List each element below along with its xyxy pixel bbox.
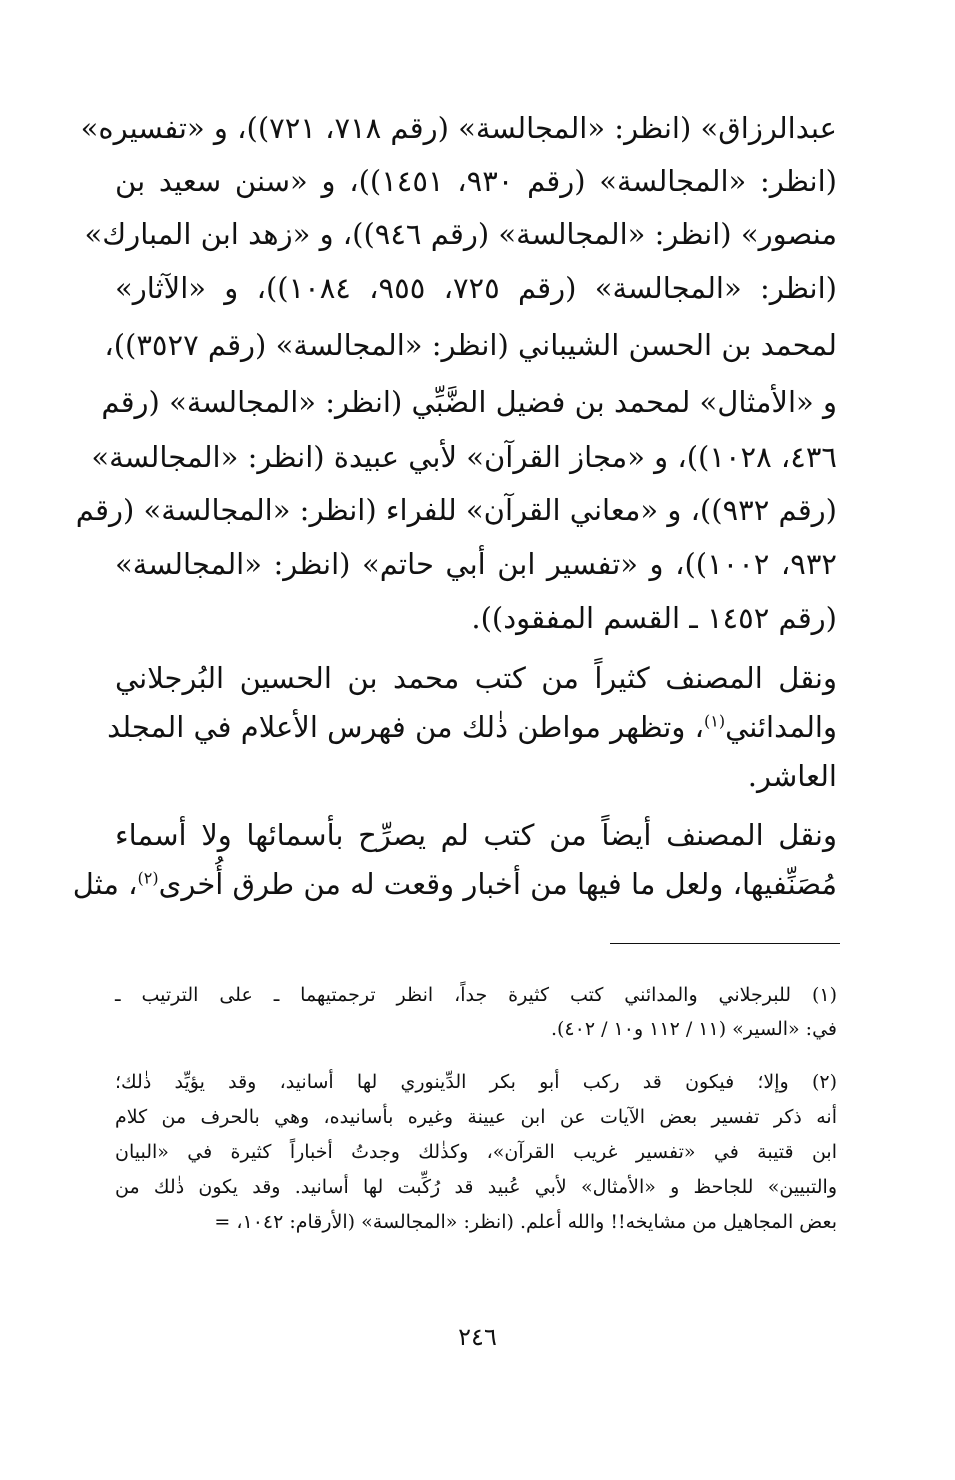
body-line: (انظر: «المجالسة» (رقم ٩٣٠، ١٤٥١))، و «سنن سعيد بن [115,164,837,198]
body-line: (انظر: «المجالسة» (رقم ٧٢٥، ٩٥٥، ١٠٨٤))، و «الآثار» [115,271,837,305]
footnote-line: (٢) وإلا؛ فيكون قد ركب أبو بكر الدِّينوري لها أسانيد، وقد يؤيِّد ذٰلك؛ [115,1071,837,1093]
body-line: العاشر. [747,759,837,793]
footnote-ref-1: (١) [703,711,726,731]
footnote-line: ابن قتيبة في «تفسير غريب القرآن»، وكذٰلك وجدتُ أخباراً كثيرة في «البيان [115,1141,837,1163]
body-line: عبدالرزاق» (انظر: «المجالسة» (رقم ٧١٨، ٧٢١))، و «تفسيره» [80,111,837,145]
body-text: مُصَنِّفيها، ولعل ما فيها من أخبار وقعت له من طرق أُخرى [158,867,837,901]
footnote-separator [610,943,840,944]
footnote-line: والتبيين» للجاحظ و «الأمثال» لأبي عُبيد قد رُكِّبت لها أسانيد. وقد يكون ذٰلك من [115,1176,837,1198]
body-line: لمحمد بن الحسن الشيباني (انظر: «المجالسة» (رقم ٣٥٢٧))، [104,328,837,362]
footnote-ref-2: (٢) [137,868,159,888]
footnote-line: (١) للبرجلاني والمدائني كتب كثيرة جداً، انظر ترجمتيهما ـ على الترتيب ـ [115,984,837,1006]
body-line: (رقم ١٤٥٢ ـ القسم المفقود)). [471,601,837,635]
body-line: منصور» (انظر: «المجالسة» (رقم ٩٤٦))، و «زهد ابن المبارك» [84,217,837,251]
body-line: و «الأمثال» لمحمد بن فضيل الضَّبِّي (انظر: «المجالسة» (رقم [101,385,837,419]
body-text: ، وتظهر مواطن ذٰلك من فهرس الأعلام في المجلد [107,710,704,744]
footnote-line: في: «السير» (١١ / ١١٢ و١٠ / ٤٠٢). [550,1018,837,1040]
page-number: ٢٤٦ [458,1323,497,1351]
body-line [72,864,837,904]
body-line: (رقم ٩٣٢))، و «معاني القرآن» للفراء (انظر: «المجالسة» (رقم [75,493,837,527]
body-text: ، مثل [72,867,138,901]
body-line [107,707,837,747]
footnote-line: بعض المجاهيل من مشايخه!! والله أعلم. (انظر: «المجالسة» (الأرقام: ١٠٤٢، = [214,1211,837,1233]
body-text: والمدائني [725,710,837,744]
body-line: ونقل المصنف أيضاً من كتب لم يصرِّح بأسمائها ولا أسماء [115,818,837,852]
body-line: ونقل المصنف كثيراً من كتب محمد بن الحسين البُرجلاني [115,661,837,695]
body-line: ٤٣٦، ١٠٢٨))، و «مجاز القرآن» لأبي عبيدة (انظر: «المجالسة» [91,440,837,474]
footnote-line: أنه ذكر تفسير بعض الآيات عن ابن عيينة وغيره بأسانيده، وهي بالحرف من كلام [115,1106,837,1128]
body-line: ٩٣٢، ١٠٠٢))، و «تفسير ابن أبي حاتم» (انظر: «المجالسة» [115,547,838,581]
